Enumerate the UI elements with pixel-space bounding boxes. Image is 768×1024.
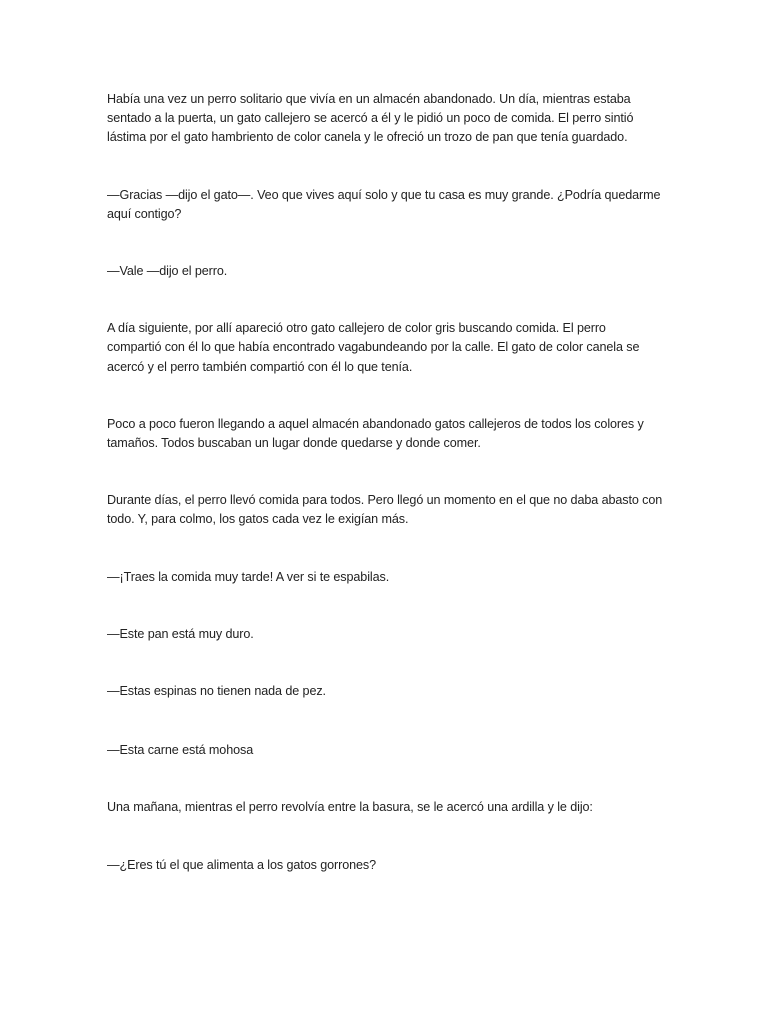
paragraph-1: Había una vez un perro solitario que vivía en un almacén abandonado. Un día, mientras estaba sentado a la puerta, un gato callejero se acercó a él y le pidió un poco de comida. El perro sintió lástima por el gato hambriento de color canela y le ofreció un trozo de pan que tenía guardado. [107, 92, 634, 145]
paragraph-2: —Gracias —dijo el gato—. Veo que vives aquí solo y que tu casa es muy grande. ¿Podría quedarme aquí contigo? [107, 187, 661, 221]
paragraph-12: —¿Eres tú el que alimenta a los gatos gorrones? [107, 857, 377, 872]
paragraph-8: —Este pan está muy duro. [107, 626, 254, 641]
paragraph-11: Una mañana, mientras el perro revolvía entre la basura, se le acercó una ardilla y le dijo: [107, 800, 593, 815]
paragraph-4: A día siguiente, por allí apareció otro gato callejero de color gris buscando comida. El perro compartió con él lo que había encontrado vagabundeando por la calle. El gato de color canela se acercó y el perro también compartió con él lo que tenía. [107, 321, 640, 374]
text-column [107, 90, 663, 875]
paragraph-7: —¡Traes la comida muy tarde! A ver si te espabilas. [107, 569, 390, 584]
paragraph-6: Durante días, el perro llevó comida para todos. Pero llegó un momento en el que no daba abasto con todo. Y, para colmo, los gatos cada vez le exigían más. [107, 493, 663, 527]
paragraph-5: Poco a poco fueron llegando a aquel almacén abandonado gatos callejeros de todos los colores y tamaños. Todos buscaban un lugar donde quedarse y donde comer. [107, 416, 644, 451]
paragraph-10: —Esta carne está mohosa [107, 743, 254, 758]
paragraph-9: —Estas espinas no tienen nada de pez. [107, 684, 326, 699]
paragraph-3: —Vale —dijo el perro. [107, 264, 228, 279]
